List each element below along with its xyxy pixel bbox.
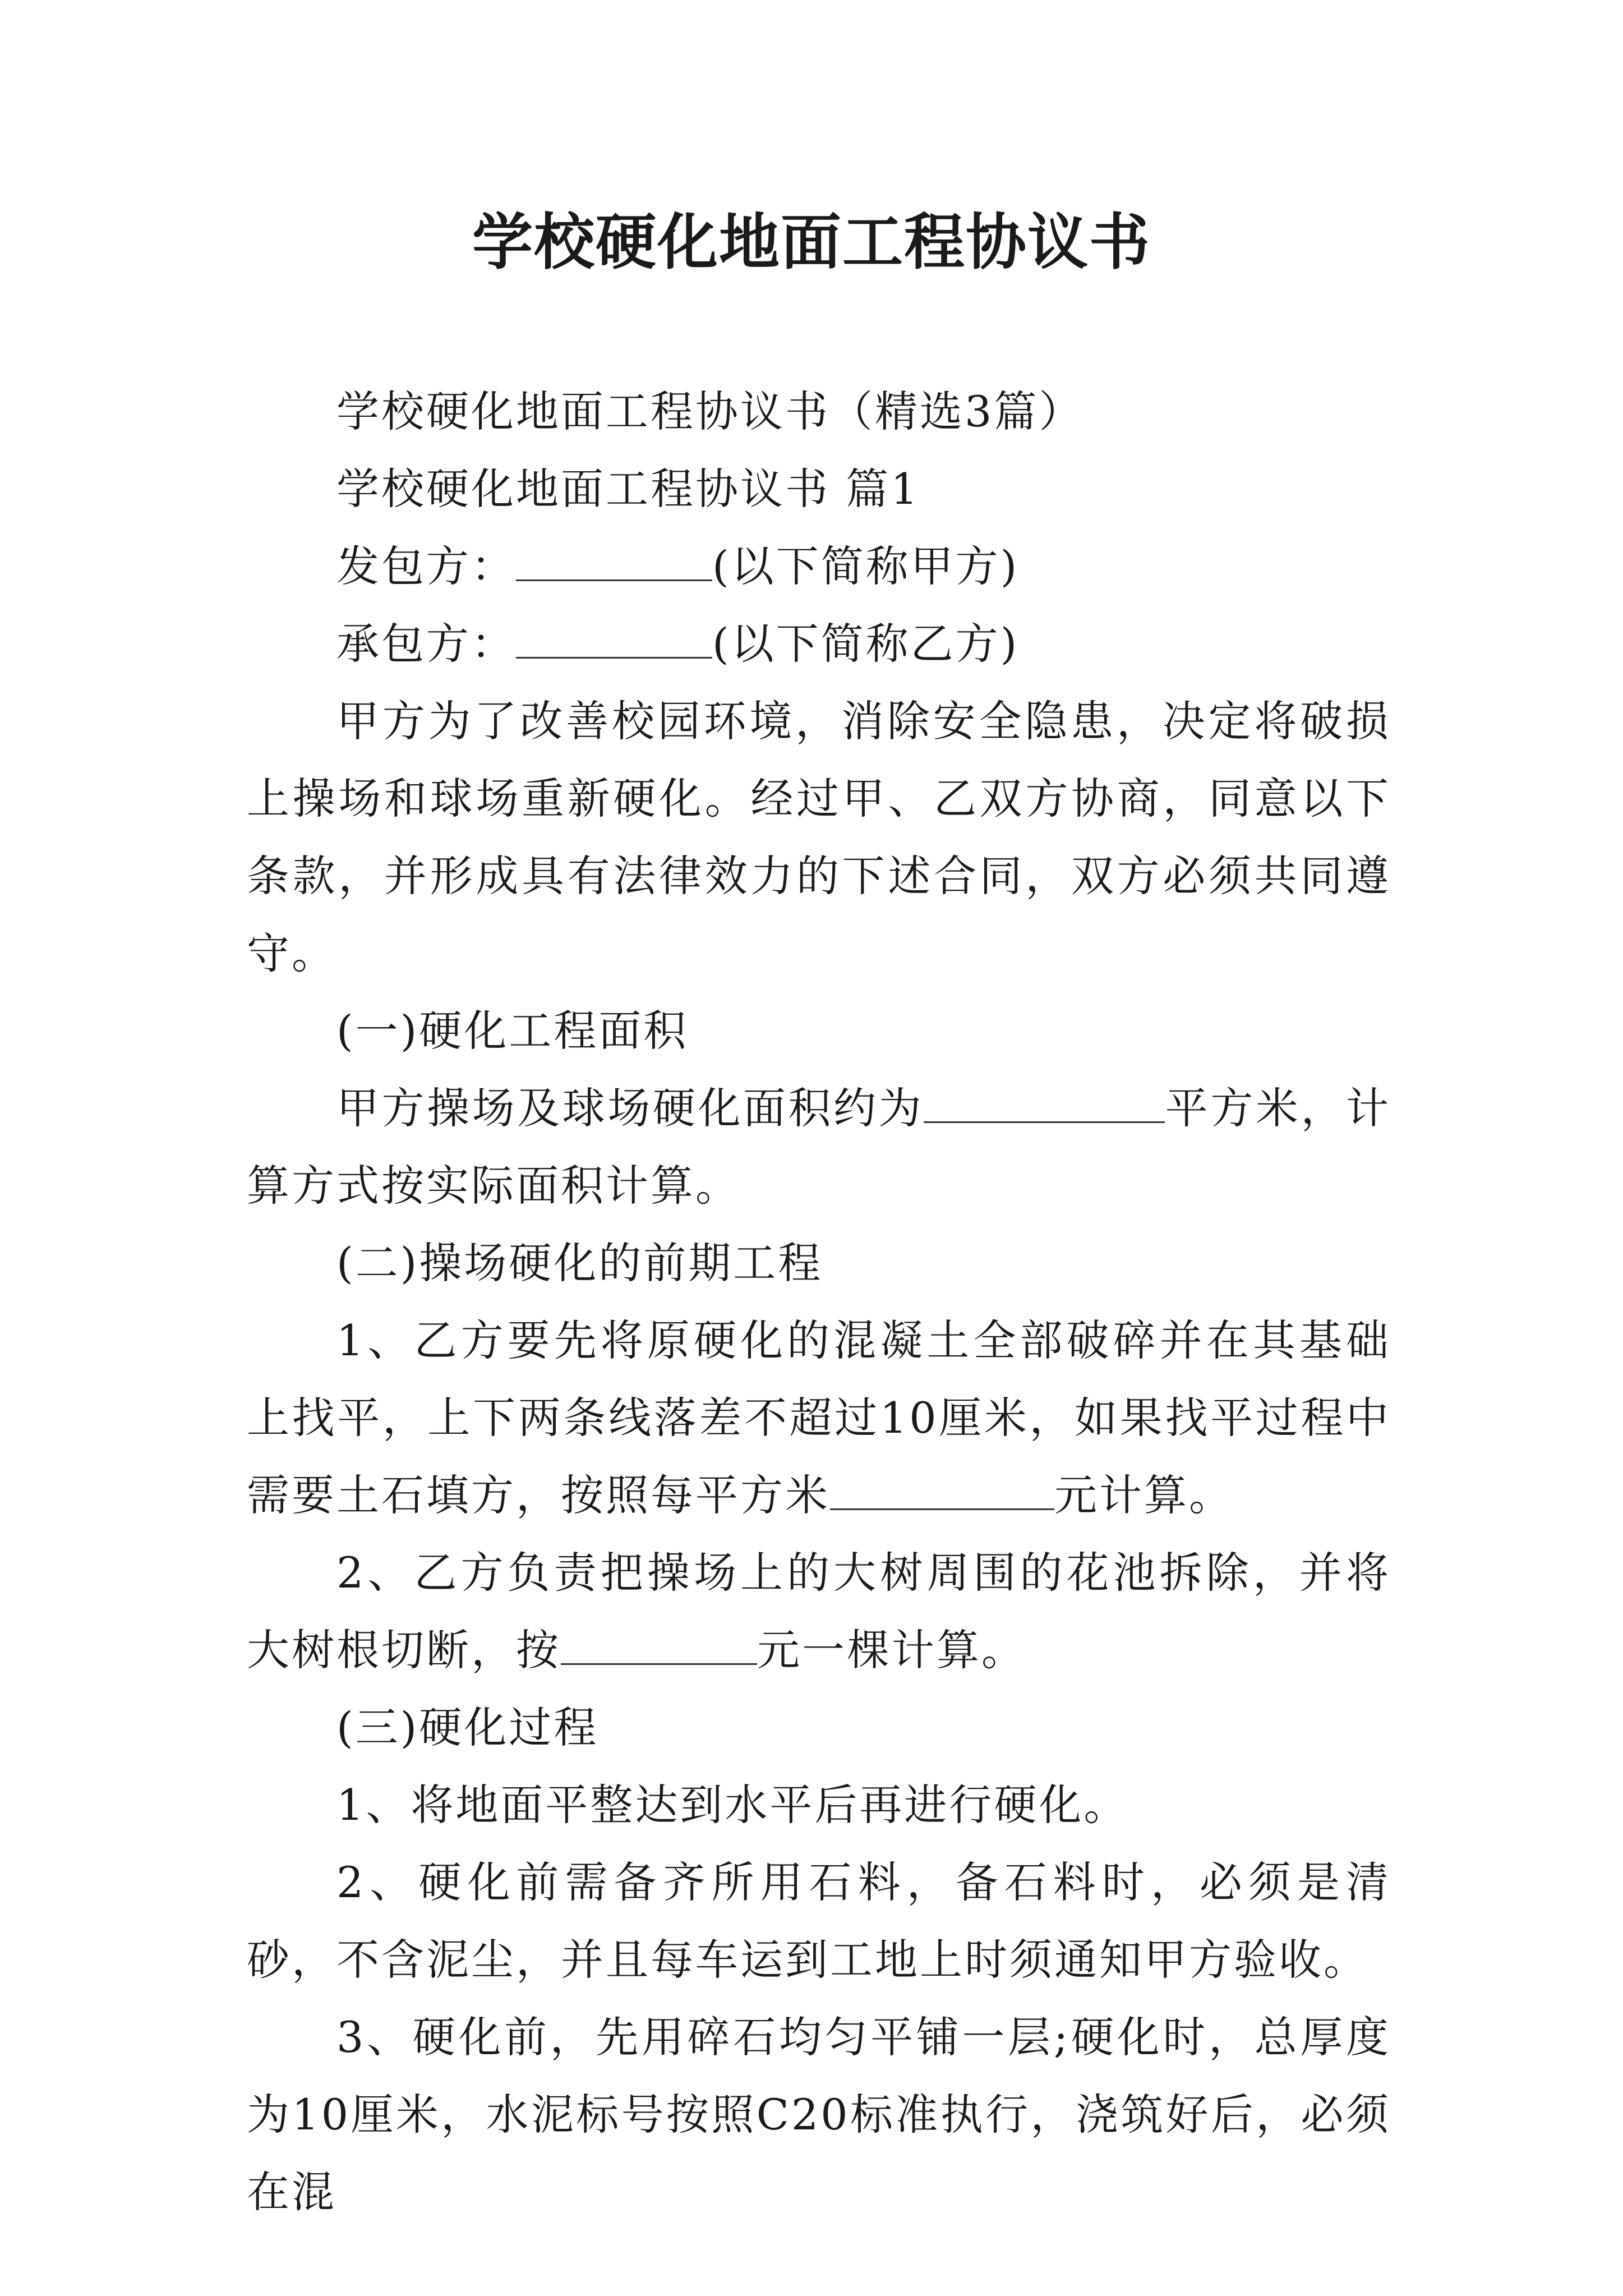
- prework-1-text-b: 元计算。: [1054, 1470, 1234, 1520]
- document-title: 学校硬化地面工程协议书: [472, 207, 1151, 278]
- contractor-blank: [516, 618, 712, 659]
- paragraph-process-1: 1、将地面平整达到水平后再进行硬化。: [336, 1780, 1129, 1830]
- employer-suffix: (以下简称甲方): [712, 541, 1020, 591]
- paragraph-prework-1: [247, 1302, 1391, 1534]
- employer-label: 发包方：: [336, 541, 516, 591]
- area-text-b: 平方米，计算方式按实际面积计算。: [247, 1083, 1391, 1211]
- paragraph-heading-process: (三)硬化过程: [336, 1703, 599, 1752]
- paragraph-intro: 甲方为了改善校园环境，消除安全隐患，决定将破损上操场和球场重新硬化。经过甲、乙双方协商，同意以下条款，并形成具有法律效力的下述合同，双方必须共同遵守。: [247, 696, 1391, 978]
- contractor-suffix: (以下简称乙方): [712, 619, 1020, 669]
- area-blank: [924, 1082, 1165, 1123]
- paragraph-area: [247, 1070, 1391, 1225]
- paragraph-section-heading: 学校硬化地面工程协议书 篇1: [336, 464, 920, 514]
- contractor-label: 承包方：: [336, 619, 516, 669]
- paragraph-process-2: 2、硬化前需备齐所用石料，备石料时，必须是清砂，不含泥尘，并且每车运到工地上时须通知甲方验收。: [247, 1857, 1391, 1985]
- prework-1-blank: [830, 1469, 1054, 1510]
- paragraph-contractor: [247, 605, 1391, 683]
- paragraph-heading-area: (一)硬化工程面积: [336, 1006, 689, 1056]
- paragraph-process-3: 3、硬化前，先用碎石均匀平铺一层;硬化时，总厚度为10厘米，水泥标号按照C20标准执行，浇筑好后，必须在混: [247, 2012, 1391, 2217]
- area-text-a: 甲方操场及球场硬化面积约为: [336, 1083, 924, 1133]
- employer-blank: [516, 540, 712, 581]
- prework-2-text-a: 2、乙方负责把操场上的大树周围的花池拆除，并将大树根切断，按: [247, 1548, 1391, 1675]
- prework-1-text-a: 1、乙方要先将原硬化的混凝土全部破碎并在其基础上找平，上下两条线落差不超过10厘米，如果找平过程中需要土石填方，按照每平方米: [247, 1315, 1391, 1520]
- prework-2-blank: [561, 1624, 757, 1665]
- paragraph-subtitle: 学校硬化地面工程协议书（精选3篇）: [336, 386, 1084, 436]
- prework-2-text-b: 元一棵计算。: [757, 1625, 1026, 1675]
- paragraph-employer: [247, 528, 1391, 605]
- document-body: [247, 373, 1391, 2231]
- paragraph-prework-2: [247, 1534, 1391, 1689]
- paragraph-heading-prework: (二)操场硬化的前期工程: [336, 1238, 823, 1288]
